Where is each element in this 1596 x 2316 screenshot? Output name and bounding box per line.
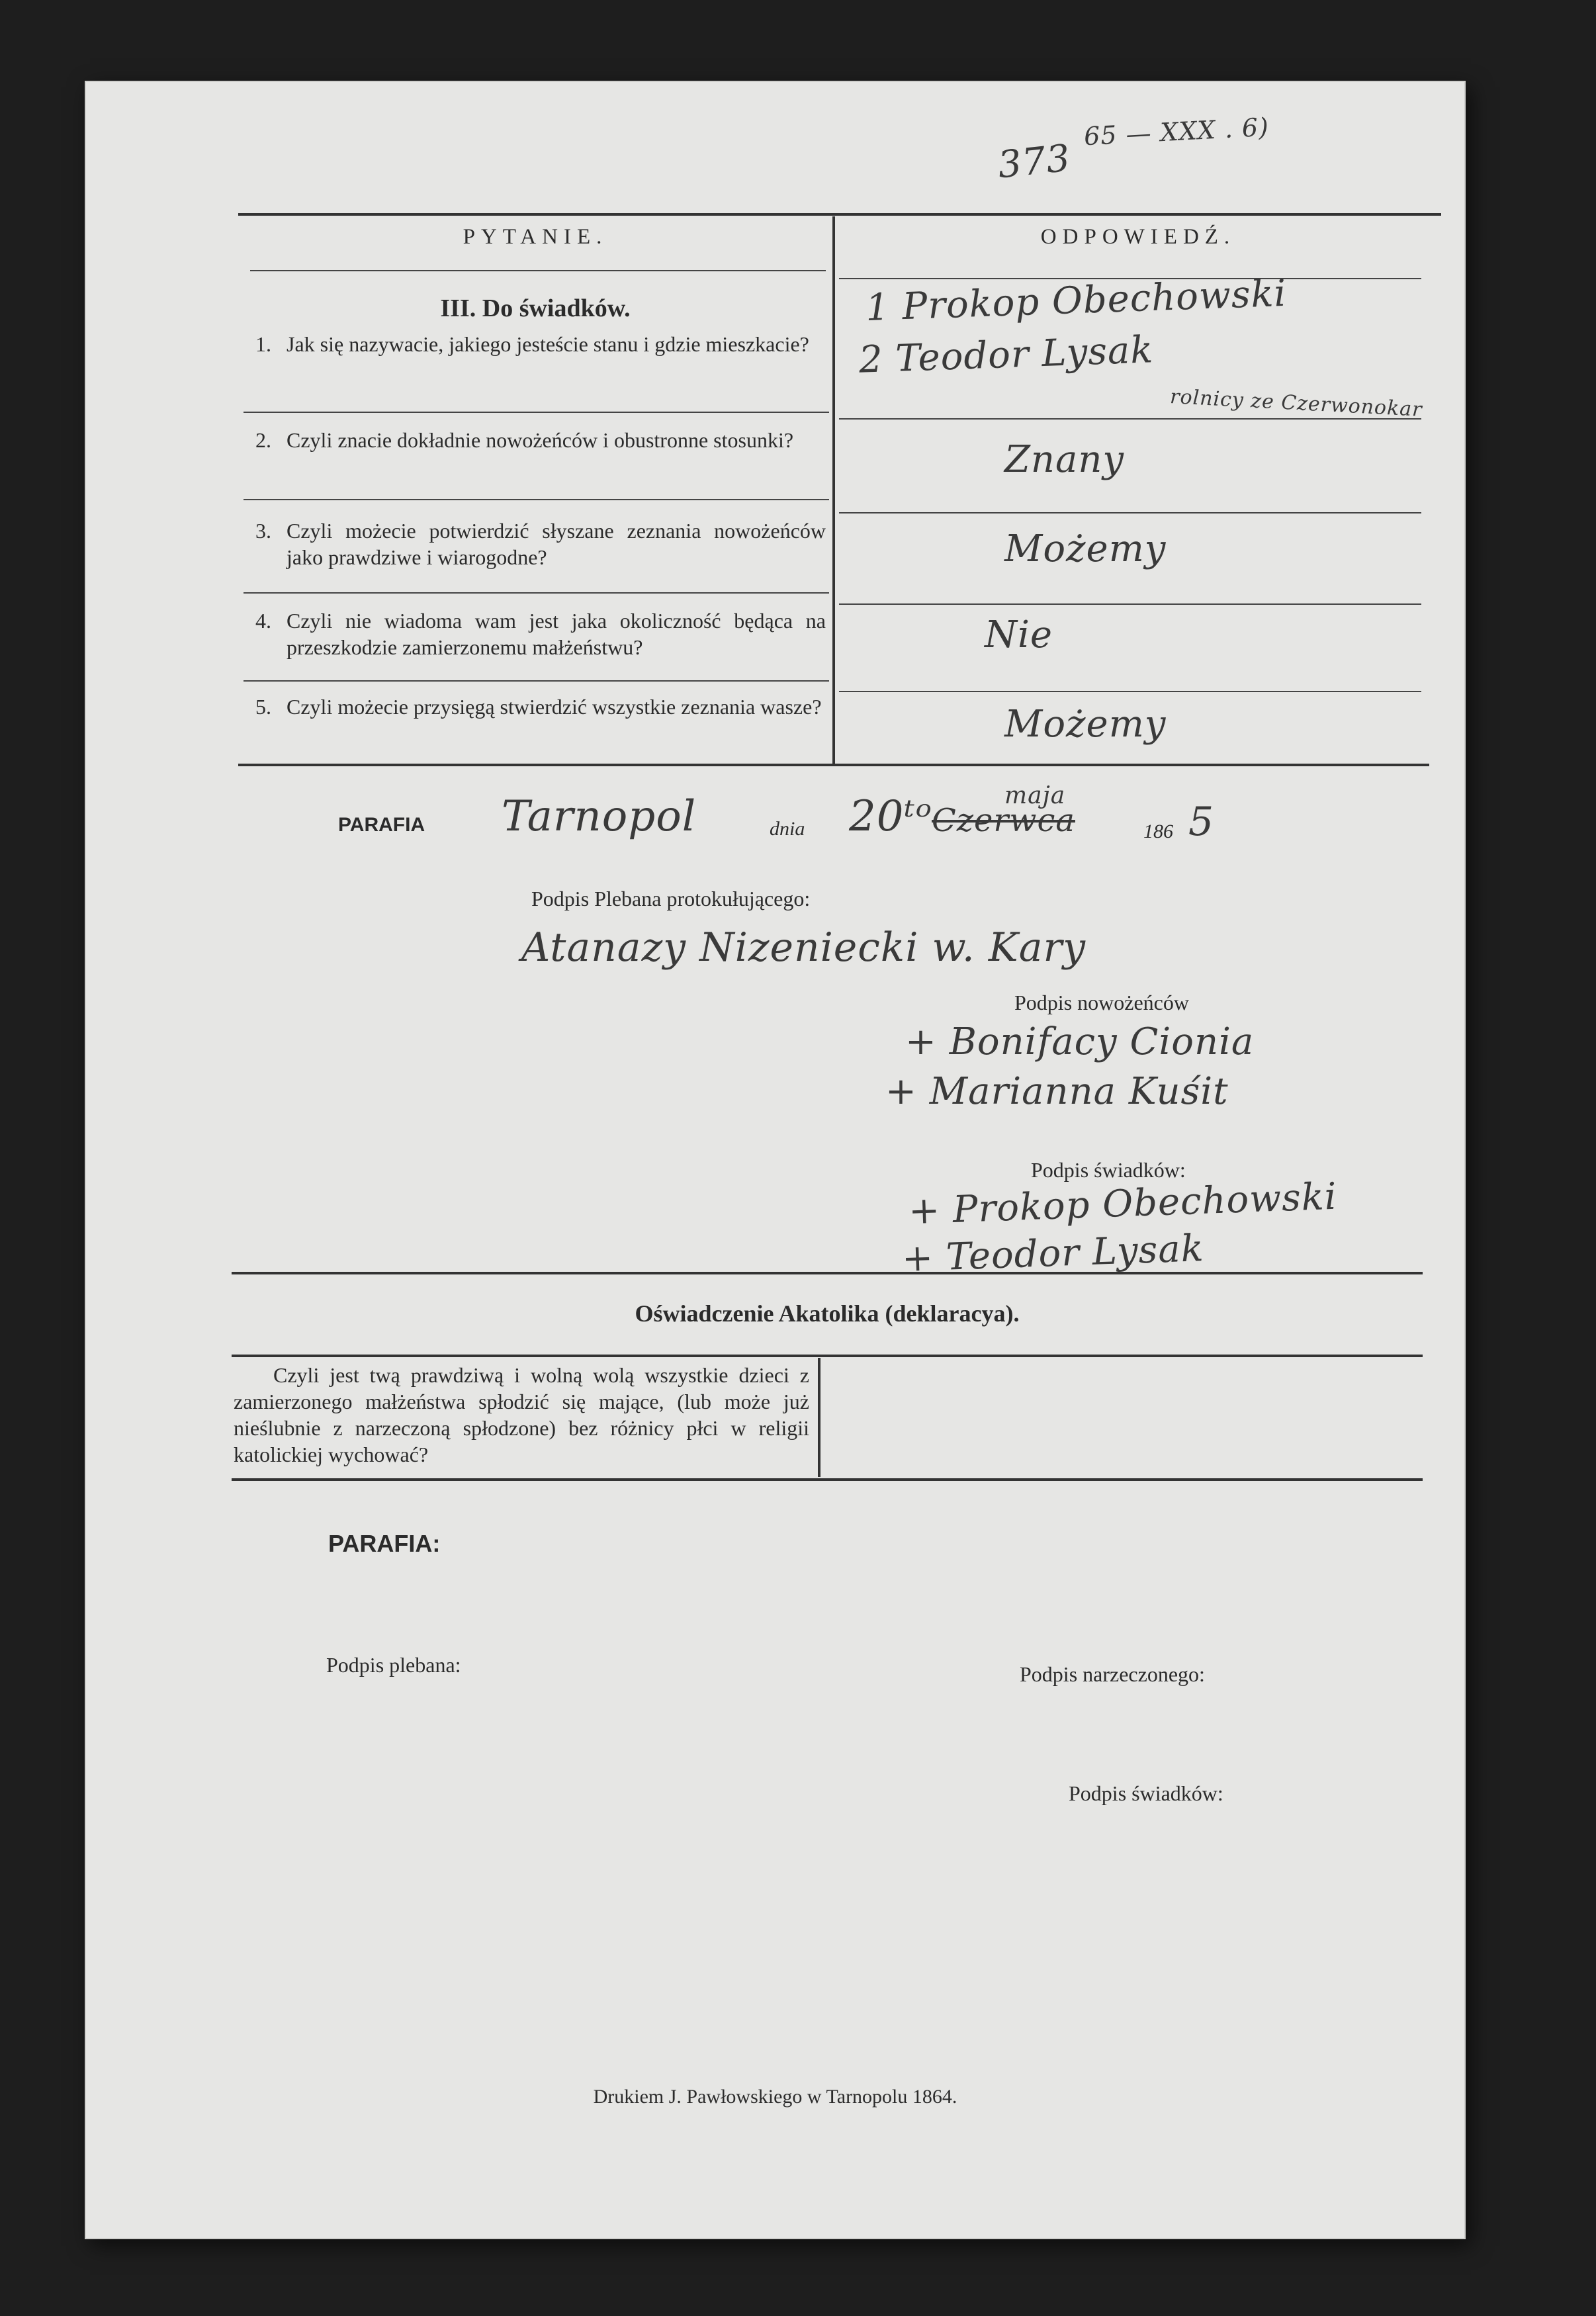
date-day-label: dnia bbox=[770, 818, 805, 840]
q5-number: 5. bbox=[255, 695, 271, 719]
table-bottom-rule bbox=[238, 764, 1429, 766]
answer-2: Znany bbox=[1004, 438, 1125, 481]
witness-2-signature: + Teodor Lysak bbox=[901, 1227, 1205, 1280]
declaration-text: Czyli jest twą prawdziwą i wolną wolą wszystkie dzieci z zamierzonego małżeństwa spłodzić się mające, (lub może już nieślubnie z narzeczoną spłodzone) bez różnicy płci w religii katolickiej wychować? bbox=[234, 1363, 809, 1466]
answer-rule-2 bbox=[839, 512, 1421, 513]
q4-text: Czyli nie wiadoma wam jest jaka okoliczność będąca na przeszkodzie zamierzonemu małżeństwu? bbox=[287, 609, 826, 659]
declaration-witnesses-label: Podpis świadków: bbox=[1069, 1781, 1223, 1805]
row-rule-3 bbox=[244, 592, 829, 594]
answer-3: Możemy bbox=[1004, 527, 1167, 570]
witness-1-signature: + Prokop Obechowski bbox=[908, 1175, 1338, 1233]
date-year-printed: 186 bbox=[1143, 821, 1173, 842]
parish-label: PARAFIA bbox=[338, 814, 425, 836]
header-question: PYTANIE. bbox=[463, 225, 608, 249]
spouses-signature-label: Podpis nowożeńców bbox=[1014, 991, 1189, 1014]
answer-rule-4 bbox=[839, 691, 1421, 692]
folio-number: 373 bbox=[995, 136, 1073, 187]
q3-number: 3. bbox=[255, 519, 271, 543]
table-top-rule bbox=[238, 213, 1441, 216]
date-year-written: 5 bbox=[1188, 799, 1215, 845]
row-rule-2 bbox=[244, 499, 829, 500]
spouse-2-signature: + Marianna Kuśit bbox=[885, 1070, 1229, 1113]
declaration-title: Oświadczenie Akatolika (deklaracya). bbox=[635, 1300, 1020, 1327]
answer-1-residence: rolnicy ze Czerwonokar bbox=[1169, 385, 1423, 422]
document-page bbox=[85, 81, 1466, 2239]
printer-imprint: Drukiem J. Pawłowskiego w Tarnopolu 1864. bbox=[593, 2086, 957, 2108]
witnesses-signature-label: Podpis świadków: bbox=[1031, 1158, 1186, 1182]
q2-text: Czyli znacie dokładnie nowożeńców i obustronne stosunki? bbox=[287, 428, 794, 452]
declaration-priest-label: Podpis plebana: bbox=[326, 1653, 461, 1677]
answer-rule-3 bbox=[839, 603, 1421, 605]
date-month-struck: Czerwca bbox=[932, 802, 1075, 839]
q2-number: 2. bbox=[255, 428, 271, 452]
q1-number: 1. bbox=[255, 332, 271, 356]
priest-signature: Atanazy Nizeniecki w. Kary bbox=[521, 924, 1086, 971]
declaration-column-divider bbox=[818, 1358, 820, 1477]
declaration-top-rule bbox=[232, 1272, 1423, 1274]
row-rule-4 bbox=[244, 680, 829, 682]
declaration-groom-label: Podpis narzeczonego: bbox=[1020, 1662, 1205, 1686]
priest-signature-label: Podpis Plebana protokułującego: bbox=[531, 887, 811, 911]
date-month: maja bbox=[1004, 782, 1066, 809]
answer-4: Nie bbox=[985, 613, 1053, 656]
parish-place: Tarnopol bbox=[502, 792, 697, 841]
q5-text: Czyli możecie przysięgą stwierdzić wszystkie zeznania wasze? bbox=[287, 695, 822, 719]
header-answer: ODPOWIEDŹ. bbox=[1040, 225, 1236, 249]
spouse-1-signature: + Bonifacy Cionia bbox=[905, 1020, 1255, 1063]
q4-number: 4. bbox=[255, 609, 271, 633]
answer-rule-1 bbox=[839, 418, 1421, 420]
answer-5: Możemy bbox=[1004, 703, 1167, 746]
archive-signature: 65 — XXX . 6) bbox=[1083, 112, 1270, 152]
section-title: III. Do świadków. bbox=[440, 294, 631, 322]
q1-text: Jak się nazywacie, jakiego jesteście stanu i gdzie mieszkacie? bbox=[287, 332, 809, 356]
declaration-header-rule bbox=[232, 1355, 1423, 1357]
table-column-divider bbox=[832, 216, 835, 766]
q3-text: Czyli możecie potwierdzić słyszane zeznania nowożeńców jako prawdziwe i wiarogodne? bbox=[287, 519, 826, 569]
answer-1-witness-2: 2 Teodor Lysak bbox=[858, 328, 1155, 382]
answer-1-witness-1: 1 Prokop Obechowski bbox=[865, 271, 1288, 330]
declaration-bottom-rule bbox=[232, 1478, 1423, 1481]
row-rule-1 bbox=[244, 412, 829, 413]
header-rule-left bbox=[250, 270, 826, 271]
date-day: 20ᵗᵒ bbox=[849, 792, 932, 841]
declaration-parish-label: PARAFIA: bbox=[328, 1530, 441, 1557]
